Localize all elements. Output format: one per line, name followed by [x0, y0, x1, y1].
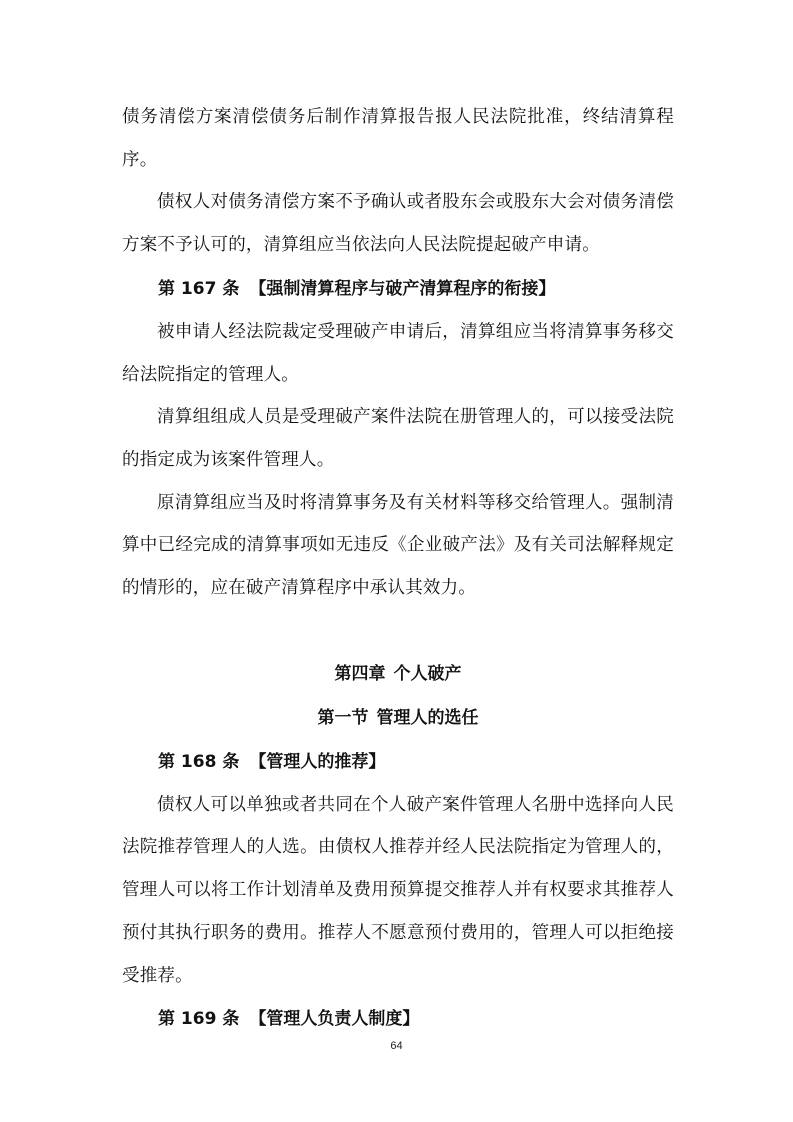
article-167-paragraph: 原清算组应当及时将清算事务及有关材料等移交给管理人。强制清算中已经完成的清算事项如无违反《企业破产法》及有关司法解释规定的情形的，应在破产清算程序中承认其效力。	[122, 492, 674, 599]
section-spacer	[122, 610, 674, 652]
article-167-paragraph: 清算组组成人员是受理破产案件法院在册管理人的，可以接受法院的指定成为该案件管理人。	[122, 407, 674, 470]
page-number: 64	[390, 1040, 403, 1052]
chapter-number: 第四章	[334, 663, 386, 684]
page-content	[122, 96, 674, 1041]
article-heading-169	[122, 997, 674, 1041]
article-heading-167	[122, 267, 674, 311]
article-number: 第 169 条	[158, 1009, 240, 1030]
article-heading-168	[122, 740, 674, 784]
article-167-paragraph: 被申请人经法院裁定受理破产申请后，清算组应当将清算事务移交给法院指定的管理人。	[122, 321, 674, 385]
paragraph-continuation: 债务清偿方案清偿债务后制作清算报告报人民法院批准，终结清算程序。	[122, 107, 674, 170]
article-number: 第 168 条	[158, 751, 240, 772]
paragraph-creditor-objection: 债权人对债务清偿方案不予确认或者股东会或股东大会对债务清偿方案不予认可的，清算组应当依法向人民法院提起破产申请。	[122, 192, 674, 256]
article-number: 第 167 条	[158, 278, 240, 299]
section-number: 第一节	[317, 707, 369, 728]
section-title: 管理人的选任	[376, 707, 479, 728]
section-heading	[122, 696, 674, 740]
article-title: 【强制清算程序与破产清算程序的衔接】	[249, 278, 556, 299]
chapter-heading	[122, 652, 674, 696]
article-title: 【管理人的推荐】	[249, 751, 386, 772]
chapter-title: 个人破产	[393, 663, 462, 684]
article-168-paragraph: 债权人可以单独或者共同在个人破产案件管理人名册中选择向人民法院推荐管理人的人选。由债权人推荐并经人民法院指定为管理人的，管理人可以将工作计划清单及费用预算提交推荐人并有权要求其推荐人预付其执行职务的费用。推荐人不愿意预付费用的，管理人可以拒绝接受推荐。	[122, 794, 674, 986]
article-title: 【管理人负责人制度】	[249, 1009, 420, 1030]
